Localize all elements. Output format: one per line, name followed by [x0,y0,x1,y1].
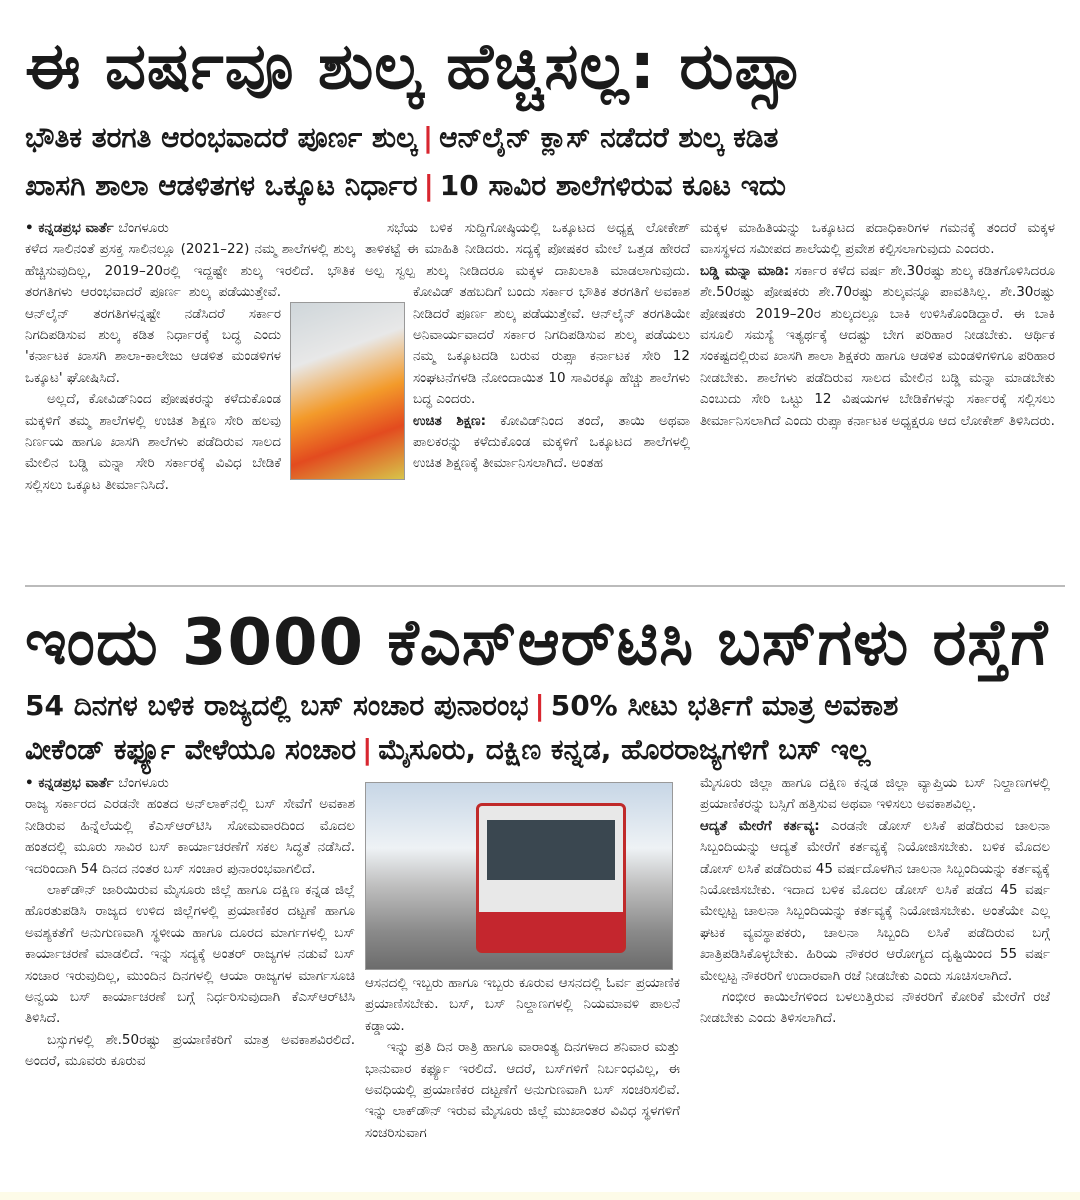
article1-column-2 [365,218,690,484]
paragraph: ಗಂಭೀರ ಕಾಯಿಲೆಗಳಿಂದ ಬಳಲುತ್ತಿರುವ ನೌಕರರಿಗೆ ಕೋರಿಕೆ ಮೇರೆಗೆ ರಜೆ ನೀಡಬೇಕು ಎಂದು ತಿಳಿಸಲಾಗಿದೆ. [700,989,1050,1027]
separator: | [362,733,373,766]
subhead: ಖಾಸಗಿ ಶಾಲಾ ಆಡಳಿತಗಳ ಒಕ್ಕೂಟ ನಿರ್ಧಾರ [25,169,418,202]
paragraph: ಲಾಕ್‌ಡೌನ್ ಜಾರಿಯಿರುವ ಮೈಸೂರು ಜಿಲ್ಲೆ ಹಾಗೂ ದಕ್ಷಿಣ ಕನ್ನಡ ಜಿಲ್ಲೆ ಹೊರತುಪಡಿಸಿ ರಾಜ್ಯದ ಉಳಿದ ಜಿಲ್ಲೆಗಳಲ್ಲಿ ಪ್ರಯಾಣಿಕರ ದಟ್ಟಣೆ ಹಾಗೂ ಅವಶ್ಯಕತೆಗೆ ಅನುಗುಣವಾಗಿ ಸ್ಥಳೀಯ ಹಾಗೂ ದೂರದ ಮಾರ್ಗಗಳಲ್ಲಿ ಬಸ್ ಕಾರ್ಯಾಚರಣೆ ಮಾಡಲಿದೆ. ಇನ್ನು ಸದ್ಯಕ್ಕೆ ಅಂತರ್ ರಾಜ್ಯಗಳ ನಡುವೆ ಬಸ್ ಸಂಚಾರ ಇರುವುದಿಲ್ಲ, ಮುಂದಿನ ದಿನಗಳಲ್ಲಿ ಆಯಾ ರಾಜ್ಯಗಳ ಮಾರ್ಗಸೂಚಿ ಅನ್ವಯ ಬಸ್ ಕಾರ್ಯಾಚರಣೆ ಬಗ್ಗೆ ನಿರ್ಧರಿಸುವುದಾಗಿ ಕೆಎಸ್‌ಆರ್‌ಟಿಸಿ ತಿಳಿಸಿದೆ. [25,882,355,1027]
paragraph: ಉಚಿತ ಶಿಕ್ಷಣ: ಕೋವಿಡ್‌ನಿಂದ ತಂದೆ, ತಾಯಿ ಅಥವಾ ಪಾಲಕರನ್ನು ಕಳೆದುಕೊಂಡ ಮಕ್ಕಳಿಗೆ ಒಕ್ಕೂಟದ ಶಾಲೆಗಳಲ್ಲಿ ಉಚಿತ ಶಿಕ್ಷಣಕ್ಕೆ ತೀರ್ಮಾನಿಸಲಾಗಿದೆ. ಅಂತಹ [413,412,690,472]
article2-column-1 [25,773,355,1073]
subhead: ಆನ್‌ಲೈನ್ ಕ್ಲಾಸ್ ನಡೆದರೆ ಶುಲ್ಕ ಕಡಿತ [439,121,779,154]
paragraph: ಮಕ್ಕಳ ಮಾಹಿತಿಯನ್ನು ಒಕ್ಕೂಟದ ಪದಾಧಿಕಾರಿಗಳ ಗಮನಕ್ಕೆ ತಂದರೆ ಮಕ್ಕಳ ವಾಸಸ್ಥಳದ ಸಮೀಪದ ಶಾಲೆಯಲ್ಲಿ ಪ್ರವೇಶ ಕಲ್ಪಿಸಲಾಗುವುದು ಎಂದರು. [700,220,1055,258]
subhead: ಮೈಸೂರು, ದಕ್ಷಿಣ ಕನ್ನಡ, ಹೊರರಾಜ್ಯಗಳಿಗೆ ಬಸ್ ಇಲ್ಲ [378,733,871,766]
subhead-row-2 [25,732,1065,768]
headline-ksrtc-buses: ಇಂದು 3000 ಕೆಎಸ್‌ಆರ್‌ಟಿಸಿ ಬಸ್‌ಗಳು ರಸ್ತೆಗೆ [25,606,1049,680]
byline: • ಕನ್ನಡಪ್ರಭ ವಾರ್ತೆ ಬೆಂಗಳೂರು [25,775,169,791]
separator: | [534,689,545,722]
bus-graphic [476,803,626,953]
subhead: ವೀಕೆಂಡ್ ಕರ್ಫ್ಯೂ ವೇಳೆಯೂ ಸಂಚಾರ [25,733,357,766]
photo-wrap-area [365,302,413,484]
paragraph: ಸಭೆಯ ಬಳಿಕ ಸುದ್ದಿಗೋಷ್ಠಿಯಲ್ಲಿ ಒಕ್ಕೂಟದ ಅಧ್ಯಕ್ಷ ಲೋಕೇಶ್ ತಾಳಿಕಟ್ಟೆ ಈ ಮಾಹಿತಿ ನೀಡಿದರು. ಸದ್ಯಕ್ಕೆ ಪೋಷಕರ ಮೇಲೆ ಒತ್ತಡ ಹೇರದೆ ಅಲ್ಪ ಸ್ವಲ್ಪ ಶುಲ್ಕ ನೀಡಿದರೂ ಮಕ್ಕಳ ದಾಖಲಾತಿ ಮಾಡಲಾಗುವುದು. ಕೋವಿಡ್ ತಹಬದಿಗೆ ಬಂದು ಸರ್ಕಾರ ಭೌತಿಕ ತರಗತಿಗೆ ಅವಕಾಶ ನೀಡಿದರೆ ಪೂರ್ಣ ಶುಲ್ಕ ಪಡೆಯುತ್ತೇವೆ. ಆನ್‌ಲೈನ್ ತರಗತಿಯೇ ಅನಿವಾರ್ಯವಾದರೆ ಸರ್ಕಾರ ನಿಗದಿಪಡಿಸುವ ಶುಲ್ಕ ಪಡೆಯಲು ನಮ್ಮ ಒಕ್ಕೂಟದಡಿ ಬರುವ ರುಪ್ಸಾ ಕರ್ನಾಟಕ ಸೇರಿ 12 ಸಂಘಟನೆಗಳಡಿ ನೋಂದಾಯಿತ 10 ಸಾವಿರಕ್ಕೂ ಹೆಚ್ಚು ಶಾಲೆಗಳು ಬದ್ಧ ಎಂದರು. [365,220,690,408]
paragraph: ಬಸ್ಸುಗಳಲ್ಲಿ ಶೇ.50ರಷ್ಟು ಪ್ರಯಾಣಿಕರಿಗೆ ಮಾತ್ರ ಅವಕಾಶವಿರಲಿದೆ. ಅಂದರೆ, ಮೂವರು ಕೂರುವ [25,1031,355,1070]
divider [25,585,1065,587]
separator: | [423,169,434,202]
subhead: 50% ಸೀಟು ಭರ್ತಿಗೆ ಮಾತ್ರ ಅವಕಾಶ [550,689,899,722]
paragraph: ರಾಜ್ಯ ಸರ್ಕಾರದ ಎರಡನೇ ಹಂತದ ಅನ್‌ಲಾಕ್‌ನಲ್ಲಿ ಬಸ್ ಸೇವೆಗೆ ಅವಕಾಶ ನೀಡಿರುವ ಹಿನ್ನೆಲೆಯಲ್ಲಿ ಕೆಎಸ್‌ಆರ್‌ಟಿಸಿ ಸೋಮವಾರದಿಂದ ಮೊದಲ ಹಂತದಲ್ಲಿ ಮೂರು ಸಾವಿರ ಬಸ್ ಕಾರ್ಯಾಚರಣೆಗೆ ಸಕಲ ಸಿದ್ಧತೆ ನಡೆಸಿದೆ. ಇದರಿಂದಾಗಿ 54 ದಿನದ ನಂತರ ಬಸ್ ಸಂಚಾರ ಪುನಾರಂಭವಾಗಲಿದೆ. [25,796,355,877]
subhead: 10 ಸಾವಿರ ಶಾಲೆಗಳಿರುವ ಕೂಟ ಇದು [439,169,786,202]
paragraph: ಆಸನದಲ್ಲಿ ಇಬ್ಬರು ಹಾಗೂ ಇಬ್ಬರು ಕೂರುವ ಆಸನದಲ್ಲಿ ಓರ್ವ ಪ್ರಯಾಣಿಕ ಪ್ರಯಾಣಿಸಬೇಕು. ಬಸ್, ಬಸ್ ನಿಲ್ದಾಣಗಳಲ್ಲಿ ನಿಯಮಾವಳಿ ಪಾಲನೆ ಕಡ್ಡಾಯ. [365,975,680,1034]
byline: • ಕನ್ನಡಪ್ರಭ ವಾರ್ತೆ ಬೆಂಗಳೂರು [25,220,169,236]
subhead-row-2 [25,168,1065,204]
paragraph: ಕಳೆದ ಸಾಲಿನಂತೆ ಪ್ರಸಕ್ತ ಸಾಲಿನಲ್ಲೂ (2021–22) ನಮ್ಮ ಶಾಲೆಗಳಲ್ಲಿ ಶುಲ್ಕ ಹೆಚ್ಚಿಸುವುದಿಲ್ಲ, 2019–20ರಲ್ಲಿ ಇದ್ದಷ್ಟೇ ಶುಲ್ಕ ಇರಲಿದೆ. ಭೌತಿಕ ತರಗತಿಗಳು ಆರಂಭವಾದರೆ ಪೂರ್ಣ ಶುಲ್ಕ ಪಡೆಯುತ್ತೇವೆ. ಆನ್‌ಲೈನ್ ತರಗತಿಗಳನ್ನಷ್ಟೇ ನಡೆಸಿದರೆ ಸರ್ಕಾರ ನಿಗದಿಪಡಿಸುವ ಶುಲ್ಕ ಕಡಿತ ನಿರ್ಧಾರಕ್ಕೆ ಬದ್ಧ ಎಂದು 'ಕರ್ನಾಟಕ ಖಾಸಗಿ ಶಾಲಾ-ಕಾಲೇಜು ಆಡಳಿತ ಮಂಡಳಿಗಳ ಒಕ್ಕೂಟ' ಘೋಷಿಸಿದೆ. [25,241,355,386]
separator: | [422,121,434,154]
paragraph: ಆದ್ಯತೆ ಮೇರೆಗೆ ಕರ್ತವ್ಯ: ಎರಡನೇ ಡೋಸ್ ಲಸಿಕೆ ಪಡೆದಿರುವ ಚಾಲನಾ ಸಿಬ್ಬಂದಿಯನ್ನು ಆದ್ಯತೆ ಮೇರೆಗೆ ಕರ್ತವ್ಯಕ್ಕೆ ನಿಯೋಜಿಸಬೇಕು. ಬಳಿಕ ಮೊದಲ ಡೋಸ್ ಲಸಿಕೆ ಪಡೆದಿರುವ 45 ವರ್ಷದೊಳಗಿನ ಚಾಲನಾ ಸಿಬ್ಬಂದಿಯನ್ನು ಕರ್ತವ್ಯಕ್ಕೆ ನಿಯೋಜಿಸಬೇಕು. ಇದಾದ ಬಳಿಕ ಮೊದಲ ಡೋಸ್ ಲಸಿಕೆ ಪಡೆದ 45 ವರ್ಷ ಮೇಲ್ಪಟ್ಟ ಚಾಲನಾ ಸಿಬ್ಬಂದಿಯನ್ನು ಕರ್ತವ್ಯಕ್ಕೆ ನಿಯೋಜಿಸಬೇಕು. ಅಂತೆಯೇ ಎಲ್ಲ ಘಟಕ ವ್ಯವಸ್ಥಾಪಕರು, ಚಾಲನಾ ಸಿಬ್ಬಂದಿ ಲಸಿಕೆ ಪಡೆದಿರುವ ಬಗ್ಗೆ ಖಾತ್ರಿಪಡಿಸಿಕೊಳ್ಳಬೇಕು. ಹಿರಿಯ ನೌಕರರ ಆರೋಗ್ಯದ ದೃಷ್ಟಿಯಿಂದ 55 ವರ್ಷ ಮೇಲ್ಪಟ್ಟ ನೌಕರರಿಗೆ ಉದಾರವಾಗಿ ರಜೆ ನೀಡಬೇಕು ಎಂದು ಸೂಚಿಸಲಾಗಿದೆ. [700,817,1050,984]
article1-column-3 [700,218,1055,432]
paragraph: ಅಲ್ಲದೆ, ಕೋವಿಡ್‌ನಿಂದ ಪೋಷಕರನ್ನು ಕಳೆದುಕೊಂಡ ಮಕ್ಕಳಿಗೆ ತಮ್ಮ ಶಾಲೆಗಳಲ್ಲಿ ಉಚಿತ ಶಿಕ್ಷಣ ಸೇರಿ ಹಲವು ನಿರ್ಣಯ ಹಾಗೂ ಖಾಸಗಿ ಶಾಲೆಗಳು ಪಡೆದಿರುವ ಸಾಲದ ಮೇಲಿನ ಬಡ್ಡಿ ಮನ್ನಾ ಸೇರಿ ಸರ್ಕಾರಕ್ಕೆ ವಿವಿಧ ಬೇಡಿಕೆ ಸಲ್ಲಿಸಲು ಒಕ್ಕೂಟ ತೀರ್ಮಾನಿಸಿದೆ. [25,391,281,493]
paragraph: ಇನ್ನು ಪ್ರತಿ ದಿನ ರಾತ್ರಿ ಹಾಗೂ ವಾರಾಂತ್ಯ ದಿನಗಳಾದ ಶನಿವಾರ ಮತ್ತು ಭಾನುವಾರ ಕರ್ಫ್ಯೂ ಇರಲಿದೆ. ಆದರೆ, ಬಸ್‌ಗಳಿಗೆ ನಿರ್ಬಂಧವಿಲ್ಲ, ಈ ಅವಧಿಯಲ್ಲಿ ಪ್ರಯಾಣಿಕರ ದಟ್ಟಣೆಗೆ ಅನುಗುಣವಾಗಿ ಬಸ್ ಸಂಚರಿಸಲಿವೆ. ಇನ್ನು ಲಾಕ್‌ಡೌನ್ ಇರುವ ಮೈಸೂರು ಜಿಲ್ಲೆ ಮುಖಾಂತರ ವಿವಿಧ ಸ್ಥಳಗಳಿಗೆ ಸಂಚರಿಸುವಾಗ [365,1039,680,1141]
page-edge [0,1192,1080,1200]
subhead-row-1 [25,120,1065,156]
headline-fee-hike: ಈ ವರ್ಷವೂ ಶುಲ್ಕ ಹೆಚ್ಚಿಸಲ್ಲ: ರುಪ್ಸಾ [25,30,806,104]
paragraph: ಬಡ್ಡಿ ಮನ್ನಾ ಮಾಡಿ: ಸರ್ಕಾರ ಕಳೆದ ವರ್ಷ ಶೇ.30ರಷ್ಟು ಶುಲ್ಕ ಕಡಿತಗೊಳಿಸಿದರೂ ಶೇ.50ರಷ್ಟು ಪೋಷಕರು ಶೇ.70ರಷ್ಟು ಶುಲ್ಕವನ್ನೂ ಪಾವತಿಸಿಲ್ಲ. ಶೇ.30ರಷ್ಟು ಪೋಷಕರು 2019–20ರ ಶುಲ್ಕದಲ್ಲೂ ಬಾಕಿ ಉಳಿಸಿಕೊಂಡಿದ್ದಾರೆ. ಈ ಬಾಕಿ ವಸೂಲಿ ಸಮಸ್ಯೆ ಇತ್ಯರ್ಥಕ್ಕೆ ಆದಷ್ಟು ಬೇಗ ಪರಿಹಾರ ನೀಡಬೇಕು. ಆರ್ಥಿಕ ಸಂಕಷ್ಟದಲ್ಲಿರುವ ಖಾಸಗಿ ಶಾಲಾ ಶಿಕ್ಷಕರು ಹಾಗೂ ಆಡಳಿತ ಮಂಡಳಿಗಳಿಗೂ ಪರಿಹಾರ ನೀಡಬೇಕು. ಶಾಲೆಗಳು ಪಡೆದಿರುವ ಸಾಲದ ಮೇಲಿನ ಬಡ್ಡಿ ಮನ್ನಾ ಮಾಡಬೇಕು ಎಂಬುದು ಸೇರಿ ಒಟ್ಟು 12 ವಿಷಯಗಳ ಬೇಡಿಕೆಗಳನ್ನು ಸರ್ಕಾರಕ್ಕೆ ಸಲ್ಲಿಸಲು ತೀರ್ಮಾನಿಸಲಾಗಿದೆ ಎಂದು ರುಪ್ಸಾ ಕರ್ನಾಟಕ ಅಧ್ಯಕ್ಷರೂ ಆದ ಲೋಕೇಶ್ ತಿಳಿಸಿದರು. [700,262,1055,429]
subhead-row-1 [25,688,1065,724]
article2-column-2 [365,973,680,1144]
paragraph: ಮೈಸೂರು ಜಿಲ್ಲಾ ಹಾಗೂ ದಕ್ಷಿಣ ಕನ್ನಡ ಜಿಲ್ಲಾ ವ್ಯಾಪ್ತಿಯ ಬಸ್ ನಿಲ್ದಾಣಗಳಲ್ಲಿ ಪ್ರಯಾಣಿಕರನ್ನು ಬಸ್ಸಿಗೆ ಹತ್ತಿಸುವ ಅಥವಾ ಇಳಿಸಲು ಅವಕಾಶವಿಲ್ಲ. [700,775,1050,813]
subhead: ಭೌತಿಕ ತರಗತಿ ಆರಂಭವಾದರೆ ಪೂರ್ಣ ಶುಲ್ಕ [25,121,417,154]
photo-ksrtc-bus [365,782,673,970]
article2-column-3 [700,773,1050,1030]
subhead: 54 ದಿನಗಳ ಬಳಿಕ ರಾಜ್ಯದಲ್ಲಿ ಬಸ್ ಸಂಚಾರ ಪುನಾರಂಭ [25,689,529,722]
